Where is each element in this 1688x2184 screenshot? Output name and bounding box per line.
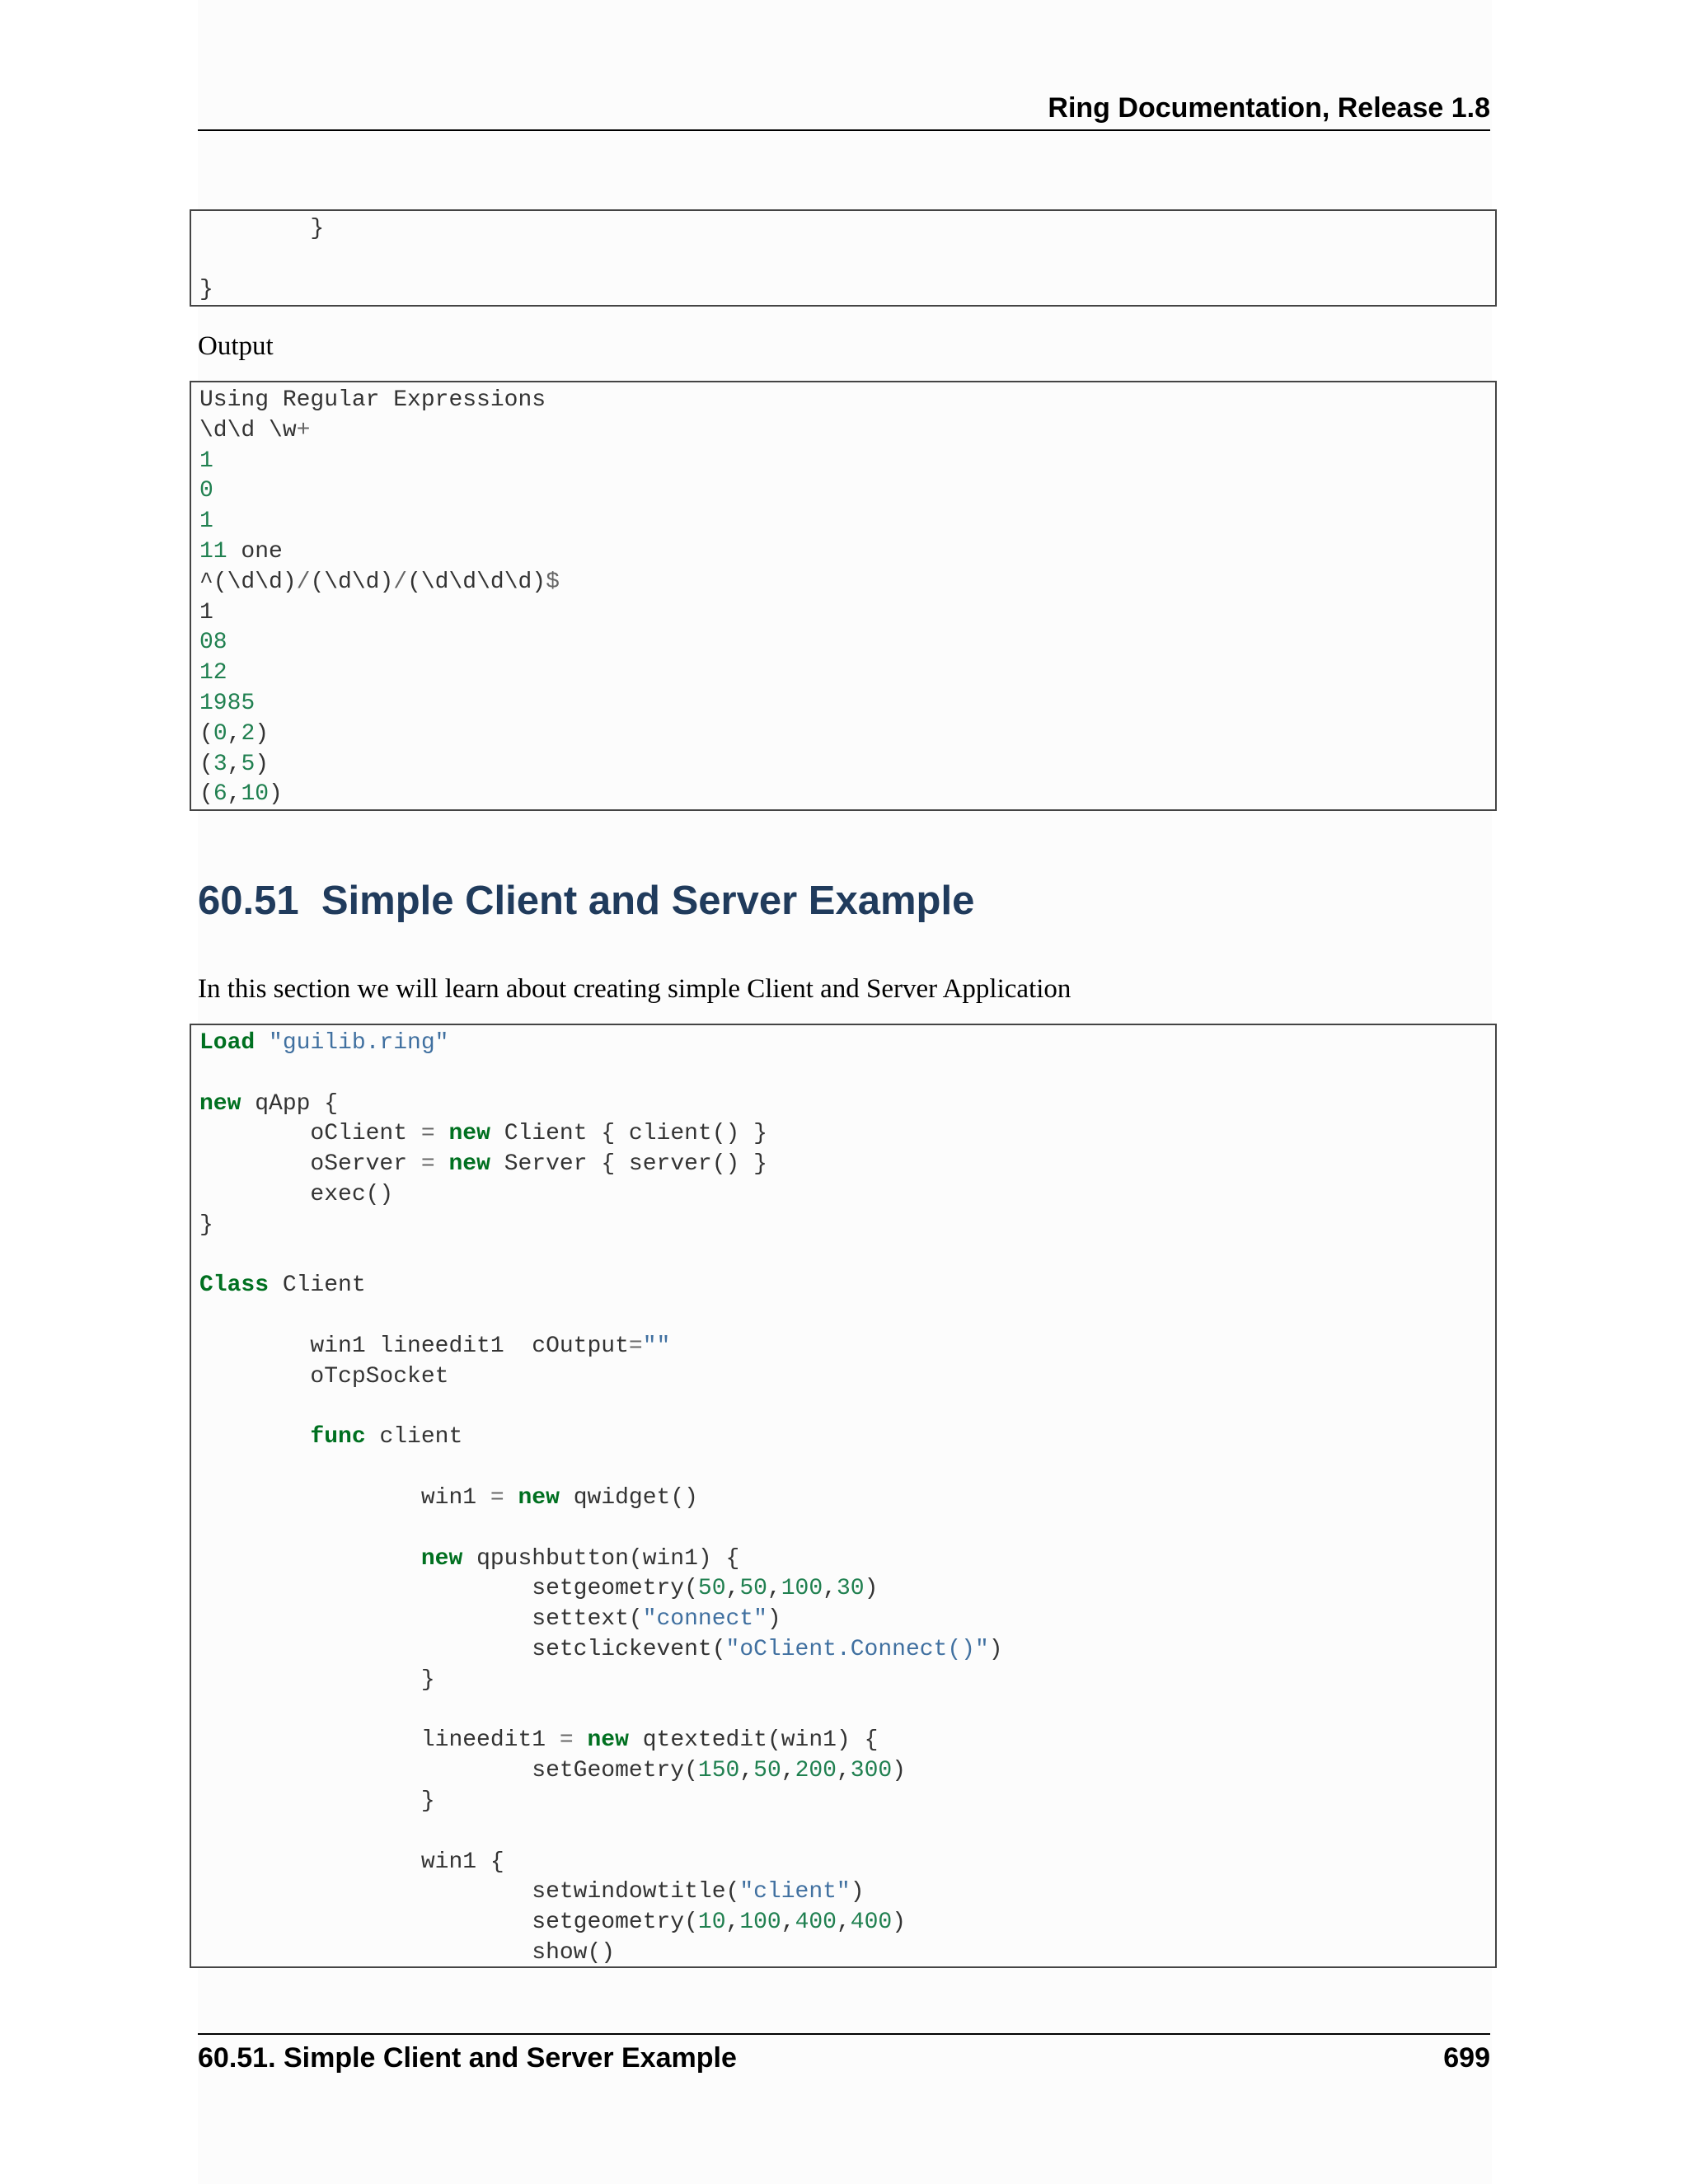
- output-label: Output: [198, 331, 274, 361]
- code-token: new: [448, 1121, 490, 1147]
- footer-section: 60.51. Simple Client and Server Example: [198, 2042, 737, 2074]
- code-line: [199, 1848, 1487, 1878]
- code-line: [199, 537, 1487, 568]
- code-line: [199, 1332, 1487, 1362]
- code-token: 200: [795, 1758, 837, 1784]
- code-token: 30: [836, 1576, 865, 1602]
- code-token: win1 lineedit1 cOutput: [199, 1333, 629, 1359]
- code-token: 1: [199, 599, 213, 626]
- code-token: "": [642, 1333, 671, 1359]
- code-token: (\d\d): [310, 569, 394, 595]
- code-token: =: [628, 1333, 643, 1359]
- code-line: [199, 1393, 1487, 1423]
- code-token: (: [199, 751, 213, 777]
- code-token: one: [227, 538, 283, 565]
- footer-rule: [198, 2033, 1490, 2035]
- code-token: (\d\d\d\d): [407, 569, 546, 595]
- code-line: [199, 416, 1487, 447]
- code-token: ): [269, 781, 283, 808]
- code-token: ,: [227, 781, 241, 808]
- code-token: setclickevent(: [199, 1636, 726, 1662]
- code-line: [199, 1635, 1487, 1666]
- code-line: [199, 1029, 1487, 1059]
- code-token: "connect": [642, 1606, 767, 1633]
- code-token: new: [518, 1484, 560, 1511]
- code-line: [199, 1787, 1487, 1817]
- code-line: [199, 275, 1487, 306]
- code-line: [199, 476, 1487, 507]
- code-token: ): [892, 1758, 907, 1784]
- code-token: 11: [199, 538, 227, 565]
- code-token: ^(\d\d): [199, 569, 297, 595]
- code-token: ,: [227, 751, 241, 777]
- code-token: 100: [781, 1576, 823, 1602]
- code-token: qwidget(): [559, 1484, 698, 1511]
- code-token: new: [448, 1151, 490, 1178]
- code-token: 10: [697, 1910, 726, 1936]
- code-line: [199, 1938, 1487, 1968]
- code-line: [199, 1726, 1487, 1756]
- code-token: new: [420, 1545, 463, 1572]
- code-token: ,: [823, 1576, 837, 1602]
- code-line: [199, 1422, 1487, 1453]
- code-token: 5: [241, 751, 256, 777]
- code-token: "oClient.Connect()": [725, 1636, 989, 1662]
- code-line: [199, 1180, 1487, 1211]
- code-line: [199, 658, 1487, 689]
- code-line: [199, 214, 1487, 245]
- code-token: setgeometry(: [199, 1576, 698, 1602]
- code-token: +: [296, 417, 311, 443]
- code-token: Class: [199, 1272, 270, 1299]
- code-token: ,: [767, 1576, 781, 1602]
- code-token: Load: [199, 1030, 256, 1056]
- code-block-continuation: [190, 209, 1497, 307]
- code-token: ,: [725, 1576, 740, 1602]
- page-number: 699: [1443, 2042, 1490, 2074]
- code-token: ): [988, 1636, 1003, 1662]
- code-token: /: [393, 569, 408, 595]
- code-token: setgeometry(: [199, 1910, 698, 1936]
- code-token: ): [767, 1606, 781, 1633]
- code-token: 1985: [199, 690, 256, 716]
- code-token: [504, 1485, 518, 1511]
- code-token: oClient: [199, 1121, 421, 1147]
- code-token: }: [199, 1788, 435, 1814]
- code-token: ,: [781, 1758, 795, 1784]
- code-line: [199, 245, 1487, 275]
- code-token: 300: [850, 1758, 893, 1784]
- code-line: [199, 1483, 1487, 1514]
- code-token: oServer: [199, 1151, 421, 1178]
- code-line: [199, 719, 1487, 750]
- code-token: oTcpSocket: [199, 1363, 449, 1390]
- code-token: 400: [795, 1910, 837, 1936]
- code-token: [435, 1121, 449, 1146]
- code-line: [199, 1119, 1487, 1150]
- code-line: [199, 1756, 1487, 1787]
- code-line: [199, 1059, 1487, 1090]
- code-token: =: [420, 1151, 435, 1178]
- code-token: setGeometry(: [199, 1758, 698, 1784]
- code-token: ): [850, 1879, 865, 1905]
- code-token: ,: [739, 1758, 754, 1784]
- code-token: "guilib.ring": [269, 1030, 449, 1056]
- code-token: new: [199, 1090, 241, 1117]
- code-token: (: [199, 720, 213, 747]
- code-token: qApp {: [241, 1090, 339, 1117]
- code-token: win1: [199, 1484, 490, 1511]
- code-token: 50: [753, 1758, 781, 1784]
- code-token: Client: [269, 1272, 366, 1299]
- code-token: /: [296, 569, 311, 595]
- code-line: [199, 1908, 1487, 1938]
- code-token: ): [864, 1576, 879, 1602]
- code-token: 6: [213, 781, 227, 808]
- code-token: 100: [739, 1910, 781, 1936]
- code-token: =: [559, 1727, 574, 1754]
- code-line: [199, 750, 1487, 780]
- code-token: 08: [199, 630, 227, 656]
- section-title-text: Simple Client and Server Example: [321, 879, 975, 923]
- code-token: [574, 1727, 588, 1753]
- code-token: qpushbutton(win1) {: [462, 1545, 740, 1572]
- code-token: }: [199, 276, 213, 302]
- code-line: [199, 1817, 1487, 1848]
- code-line: [199, 1301, 1487, 1332]
- section-heading: [198, 878, 974, 924]
- code-token: \d\d \w: [199, 417, 297, 443]
- code-token: exec(): [199, 1181, 394, 1207]
- code-token: 400: [850, 1910, 893, 1936]
- code-line: [199, 1453, 1487, 1483]
- code-token: }: [199, 1666, 435, 1693]
- header-rule: [198, 129, 1490, 131]
- code-token: ): [255, 720, 270, 747]
- code-token: 2: [241, 720, 256, 747]
- code-token: ,: [227, 720, 241, 747]
- code-token: 150: [697, 1758, 740, 1784]
- code-token: (: [199, 781, 213, 808]
- code-token: Server { server() }: [490, 1151, 767, 1178]
- code-line: [199, 1605, 1487, 1635]
- code-token: 1: [199, 509, 213, 535]
- code-token: =: [420, 1121, 435, 1147]
- running-header: Ring Documentation, Release 1.8: [1048, 92, 1490, 124]
- code-line: [199, 1241, 1487, 1272]
- code-line: [199, 689, 1487, 719]
- code-line: [199, 1090, 1487, 1120]
- code-token: ): [892, 1910, 907, 1936]
- code-block-client-server: [190, 1024, 1497, 1968]
- code-token: settext(: [199, 1606, 643, 1633]
- code-token: "client": [739, 1879, 851, 1905]
- code-line: [199, 598, 1487, 629]
- code-token: lineedit1: [199, 1727, 560, 1754]
- code-token: qtextedit(win1) {: [628, 1727, 879, 1754]
- code-token: }: [199, 1212, 213, 1238]
- code-token: win1 {: [199, 1849, 504, 1875]
- code-token: [255, 1030, 269, 1056]
- code-token: 12: [199, 660, 227, 687]
- section-number: 60.51: [198, 879, 299, 923]
- intro-paragraph: In this section we will learn about creating simple Client and Server Application: [198, 974, 1071, 1004]
- code-token: Using Regular Expressions: [199, 387, 546, 413]
- code-line: [199, 447, 1487, 477]
- code-token: new: [587, 1727, 629, 1754]
- code-token: }: [199, 216, 325, 241]
- code-line: [199, 1150, 1487, 1180]
- code-line: [199, 386, 1487, 416]
- code-token: [199, 1424, 310, 1450]
- code-line: [199, 1696, 1487, 1727]
- code-token: setwindowtitle(: [199, 1879, 740, 1905]
- code-token: ): [255, 751, 270, 777]
- code-line: [199, 1666, 1487, 1696]
- code-line: [199, 1362, 1487, 1393]
- code-token: [199, 1546, 421, 1572]
- code-token: 0: [213, 720, 227, 747]
- code-token: show(): [199, 1939, 616, 1966]
- code-line: [199, 1574, 1487, 1605]
- code-line: [199, 628, 1487, 658]
- code-token: ,: [836, 1758, 851, 1784]
- code-line: [199, 780, 1487, 810]
- code-token: ,: [781, 1910, 795, 1936]
- code-token: 3: [213, 751, 227, 777]
- code-line: [199, 1544, 1487, 1575]
- code-token: client: [365, 1424, 463, 1451]
- output-block: [190, 381, 1497, 811]
- code-token: [435, 1151, 449, 1177]
- code-token: func: [310, 1424, 366, 1451]
- code-token: 50: [697, 1576, 726, 1602]
- code-token: =: [490, 1484, 504, 1511]
- code-token: Client { client() }: [490, 1121, 767, 1147]
- code-line: [199, 1877, 1487, 1908]
- code-line: [199, 1514, 1487, 1544]
- code-token: 10: [241, 781, 270, 808]
- code-line: [199, 568, 1487, 598]
- code-token: 0: [199, 478, 213, 504]
- code-token: 1: [199, 448, 213, 474]
- code-line: [199, 1271, 1487, 1301]
- code-line: [199, 507, 1487, 537]
- code-token: $: [546, 569, 560, 595]
- code-token: 50: [739, 1576, 767, 1602]
- code-token: ,: [836, 1910, 851, 1936]
- code-token: ,: [725, 1910, 740, 1936]
- code-line: [199, 1211, 1487, 1241]
